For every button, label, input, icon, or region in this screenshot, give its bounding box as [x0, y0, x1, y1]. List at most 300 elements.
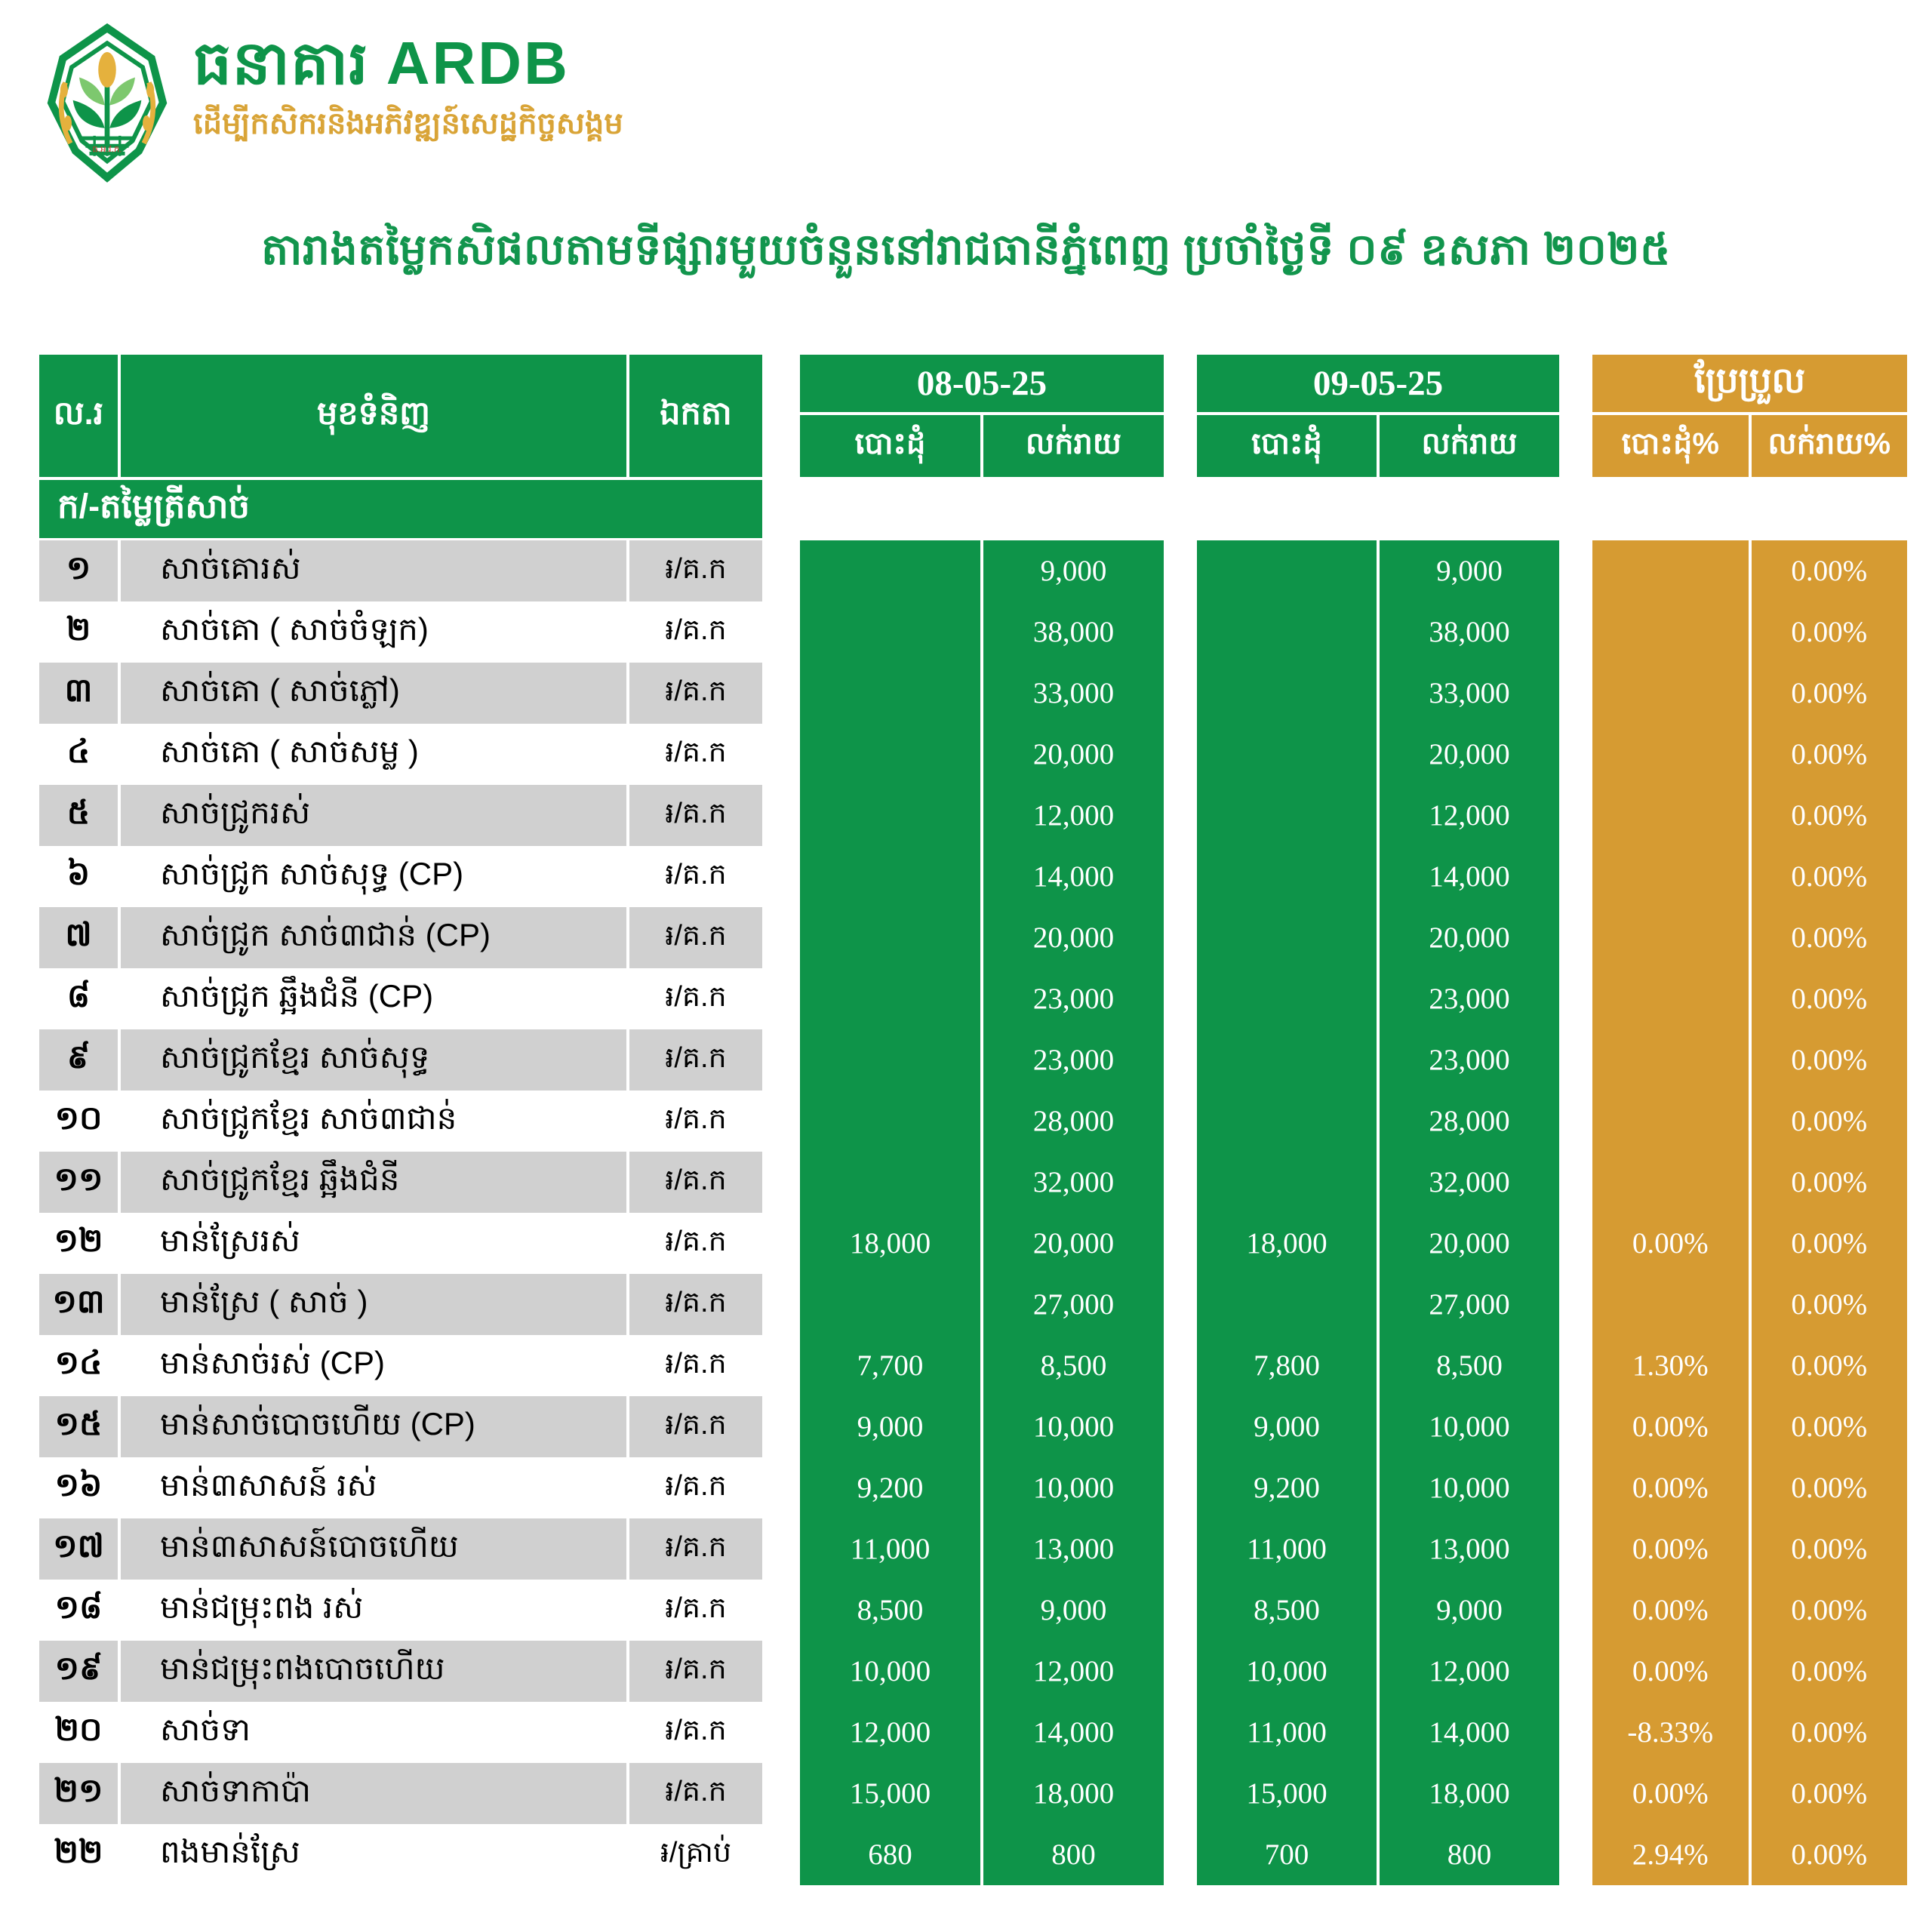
change-retail-value: 0.00%: [1791, 1105, 1868, 1137]
value-row: [1197, 1152, 1559, 1213]
value-row: [1592, 1274, 1907, 1335]
change-retail-value: 0.00%: [1791, 1777, 1868, 1810]
value-row: [1197, 1824, 1559, 1885]
row-number: ៤: [39, 724, 121, 785]
value-row: [1592, 1029, 1907, 1091]
date1-retail-value: 800: [1051, 1838, 1096, 1871]
section-header: ក/-តម្លៃត្រីសាច់: [39, 480, 762, 540]
change-wholesale-value: 0.00%: [1592, 1396, 1752, 1457]
change-wholesale-value: 0.00%: [1592, 1518, 1752, 1580]
item-unit: ៛/គ.ក: [665, 614, 727, 646]
change-retail-value: 0.00%: [1791, 555, 1868, 587]
change-retail-value: 0.00%: [1791, 1655, 1868, 1687]
value-row: [1197, 907, 1559, 968]
date2-wholesale-value: [1197, 663, 1380, 724]
value-row: [800, 1396, 1164, 1457]
date1-wholesale-value: 12,000: [800, 1702, 983, 1763]
table-row: [39, 1580, 762, 1641]
item-name: សាច់គោ ( សាច់សម្ល ): [121, 724, 629, 785]
value-row: [1197, 1274, 1559, 1335]
date2-wholesale-value: [1197, 540, 1380, 601]
value-row: [1592, 968, 1907, 1029]
value-row: [800, 846, 1164, 907]
date2-retail-value: 9,000: [1436, 555, 1503, 587]
row-number: ១៦: [39, 1457, 121, 1518]
change-wholesale-value: [1592, 968, 1752, 1029]
change-wholesale-value: 0.00%: [1592, 1580, 1752, 1641]
date1-retail-value: 12,000: [1032, 1655, 1115, 1687]
value-row: [1592, 1518, 1907, 1580]
value-row: [800, 540, 1164, 601]
row-number: ៥: [39, 785, 121, 846]
value-row: [1197, 1580, 1559, 1641]
item-unit: ៛/គ្រាប់: [660, 1836, 732, 1869]
row-number: ២២: [39, 1824, 121, 1885]
item-unit: ៛/គ.ក: [665, 858, 727, 891]
change-retail-value: 0.00%: [1791, 1411, 1868, 1443]
items-panel-header: [39, 355, 762, 480]
value-row: [1592, 1824, 1907, 1885]
table-row: [39, 1213, 762, 1274]
change-wholesale-value: [1592, 1029, 1752, 1091]
value-row: [800, 1091, 1164, 1152]
date2-wholesale-value: [1197, 1152, 1380, 1213]
item-name: សាច់ជ្រូក សាច់សុទ្ធ (CP): [121, 846, 629, 907]
item-unit: ៛/គ.ក: [665, 1041, 727, 1074]
date1-retail-value: 20,000: [1032, 738, 1115, 771]
date1-retail-value: 23,000: [1032, 1044, 1115, 1076]
date1-retail-value: 10,000: [1032, 1472, 1115, 1504]
date2-retail-value: 32,000: [1429, 1166, 1510, 1198]
date2-wholesale-value: 10,000: [1197, 1641, 1380, 1702]
date2-retail-value: 38,000: [1429, 616, 1510, 648]
value-row: [1592, 663, 1907, 724]
item-name: មាន់ស្រែរស់: [121, 1213, 629, 1274]
item-unit: ៛/គ.ក: [665, 1775, 727, 1807]
item-unit: ៛/គ.ក: [665, 1592, 727, 1624]
date1-wholesale-value: 7,700: [800, 1335, 983, 1396]
item-unit: ៛/គ.ក: [665, 736, 727, 768]
items-panel: [39, 355, 762, 1885]
row-number: ៦: [39, 846, 121, 907]
change-retail-value: 0.00%: [1791, 983, 1868, 1015]
date1-retail-value: 20,000: [1032, 921, 1115, 954]
change-wholesale-value: [1592, 785, 1752, 846]
value-row: [800, 1152, 1164, 1213]
date2-retail-value: 28,000: [1429, 1105, 1510, 1137]
table-row: [39, 1029, 762, 1091]
row-number: ៧: [39, 907, 121, 968]
price-table: [39, 355, 1932, 1885]
date2-wholesale-value: [1197, 785, 1380, 846]
value-row: [800, 785, 1164, 846]
change-retail-value: 0.00%: [1791, 1166, 1868, 1198]
date2-wholesale-value: [1197, 968, 1380, 1029]
date1-wholesale-value: [800, 663, 983, 724]
value-row: [800, 1518, 1164, 1580]
date2-wholesale-value: 7,800: [1197, 1335, 1380, 1396]
brand-name-khmer: ធនាគារ: [193, 29, 369, 97]
date1-wholesale-value: [800, 968, 983, 1029]
value-row: [800, 724, 1164, 785]
value-row: [800, 1641, 1164, 1702]
date1-wholesale-value: 680: [800, 1824, 983, 1885]
item-unit: ៛/គ.ក: [665, 1225, 727, 1257]
date1-wholesale-value: [800, 846, 983, 907]
change-wholesale-value: [1592, 846, 1752, 907]
change-retail-value: 0.00%: [1791, 1227, 1868, 1260]
value-row: [800, 1274, 1164, 1335]
date2-retail-value: 12,000: [1429, 1655, 1510, 1687]
change-retail-value: 0.00%: [1791, 1533, 1868, 1565]
value-row: [1592, 1396, 1907, 1457]
value-row: [1592, 846, 1907, 907]
item-unit: ៛/គ.ក: [665, 1408, 727, 1441]
date1-retail-value: 18,000: [1032, 1777, 1115, 1810]
date2-panel: [1197, 355, 1559, 1885]
date2-wholesale-value: 11,000: [1197, 1518, 1380, 1580]
value-row: [1592, 785, 1907, 846]
date2-retail-value: 12,000: [1429, 799, 1510, 832]
value-row: [1197, 1029, 1559, 1091]
change-wholesale-value: [1592, 724, 1752, 785]
date1-retail-header: លក់រាយ: [1026, 426, 1121, 460]
item-unit: ៛/គ.ក: [665, 1164, 727, 1196]
table-row: [39, 1824, 762, 1885]
row-number: ១៧: [39, 1518, 121, 1580]
change-wholesale-value: [1592, 663, 1752, 724]
date2-section-gap: [1197, 477, 1559, 540]
date2-wholesale-value: 15,000: [1197, 1763, 1380, 1824]
item-unit: ៛/គ.ក: [665, 1286, 727, 1318]
date1-wholesale-value: [800, 907, 983, 968]
date2-wholesale-value: 700: [1197, 1824, 1380, 1885]
change-wholesale-value: 1.30%: [1592, 1335, 1752, 1396]
date1-panel: [800, 355, 1164, 1885]
table-row: [39, 1335, 762, 1396]
date2-retail-value: 8,500: [1436, 1349, 1503, 1382]
change-retail-value: 0.00%: [1791, 616, 1868, 648]
date1-wholesale-value: [800, 1274, 983, 1335]
item-unit: ៛/គ.ក: [665, 1714, 727, 1746]
date1-wholesale-header: បោះដុំ: [800, 415, 983, 477]
column-header-no: ល.រ: [39, 355, 121, 477]
value-row: [800, 1335, 1164, 1396]
date1-wholesale-value: 18,000: [800, 1213, 983, 1274]
value-row: [1197, 540, 1559, 601]
row-number: ១៥: [39, 1396, 121, 1457]
change-wholesale-value: [1592, 1152, 1752, 1213]
row-number: ១៣: [39, 1274, 121, 1335]
date2-retail-value: 27,000: [1429, 1288, 1510, 1321]
date2-retail-header: លក់រាយ: [1421, 426, 1518, 460]
column-header-item: មុខទំនិញ: [121, 355, 629, 477]
change-subheader: [1592, 415, 1907, 477]
value-row: [1197, 663, 1559, 724]
value-row: [1592, 1335, 1907, 1396]
date2-retail-value: 9,000: [1436, 1594, 1503, 1626]
date1-retail-value: 27,000: [1032, 1288, 1115, 1321]
change-wholesale-value: 0.00%: [1592, 1457, 1752, 1518]
item-name: មាន់៣សាសន៍ រស់: [121, 1457, 629, 1518]
date2-wholesale-value: 18,000: [1197, 1213, 1380, 1274]
date2-wholesale-value: [1197, 907, 1380, 968]
date2-wholesale-value: 9,000: [1197, 1396, 1380, 1457]
date1-wholesale-value: [800, 601, 983, 663]
item-name: ពងមាន់ស្រែ: [121, 1824, 629, 1885]
table-row: [39, 663, 762, 724]
logo-acronym-text: ធ.អ.វ.ក.: [92, 144, 122, 155]
item-unit: ៛/គ.ក: [665, 1653, 727, 1685]
date1-wholesale-value: [800, 1029, 983, 1091]
row-number: ១១: [39, 1152, 121, 1213]
value-row: [800, 1213, 1164, 1274]
change-values: [1592, 540, 1907, 1885]
change-retail-value: 0.00%: [1791, 921, 1868, 954]
change-wholesale-value: 0.00%: [1592, 1213, 1752, 1274]
date1-retail-value: 20,000: [1032, 1227, 1115, 1260]
date1-wholesale-value: 9,000: [800, 1396, 983, 1457]
date1-wholesale-value: 10,000: [800, 1641, 983, 1702]
row-number: ១៤: [39, 1335, 121, 1396]
date1-wholesale-value: [800, 1091, 983, 1152]
change-wholesale-value: 2.94%: [1592, 1824, 1752, 1885]
table-row: [39, 968, 762, 1029]
item-name: មាន់ស្រែ ( សាច់ ): [121, 1274, 629, 1335]
value-row: [1197, 1457, 1559, 1518]
table-row: [39, 1396, 762, 1457]
date2-wholesale-value: [1197, 601, 1380, 663]
value-row: [1592, 724, 1907, 785]
value-row: [1197, 1763, 1559, 1824]
value-row: [1592, 1580, 1907, 1641]
value-row: [1197, 1091, 1559, 1152]
date2-values: [1197, 540, 1559, 1885]
row-number: ៩: [39, 1029, 121, 1091]
row-number: ១៨: [39, 1580, 121, 1641]
row-number: ៣: [39, 663, 121, 724]
date1-wholesale-value: 11,000: [800, 1518, 983, 1580]
value-row: [1592, 601, 1907, 663]
row-number: ៨: [39, 968, 121, 1029]
table-row: [39, 1518, 762, 1580]
table-row: [39, 1702, 762, 1763]
value-row: [800, 968, 1164, 1029]
date1-section-gap: [800, 477, 1164, 540]
date1-retail-value: 23,000: [1032, 983, 1115, 1015]
change-retail-value: 0.00%: [1791, 738, 1868, 771]
value-row: [800, 601, 1164, 663]
row-number: ១២: [39, 1213, 121, 1274]
value-row: [1197, 1518, 1559, 1580]
date2-retail-value: 20,000: [1429, 921, 1510, 954]
brand-text: [193, 21, 623, 149]
change-wholesale-value: [1592, 601, 1752, 663]
date1-wholesale-value: 15,000: [800, 1763, 983, 1824]
row-number: ១៩: [39, 1641, 121, 1702]
value-row: [1592, 1091, 1907, 1152]
date2-header: 09-05-25: [1197, 355, 1559, 415]
date2-retail-value: 20,000: [1429, 738, 1510, 771]
table-row: [39, 1152, 762, 1213]
item-unit: ៛/គ.ក: [665, 797, 727, 829]
item-name: មាន់ជម្រុះពងបោចហើយ: [121, 1641, 629, 1702]
change-retail-value: 0.00%: [1791, 1716, 1868, 1749]
value-row: [800, 663, 1164, 724]
date1-header: 08-05-25: [800, 355, 1164, 415]
value-row: [1197, 724, 1559, 785]
change-header: ប្រែប្រួល: [1592, 355, 1907, 415]
table-row: [39, 1641, 762, 1702]
change-retail-value: 0.00%: [1791, 677, 1868, 709]
row-number: ១០: [39, 1091, 121, 1152]
date1-retail-value: 28,000: [1032, 1105, 1115, 1137]
item-unit: ៛/គ.ក: [665, 552, 727, 585]
change-retail-value: 0.00%: [1791, 799, 1868, 832]
date1-retail-value: 8,500: [1040, 1349, 1107, 1382]
date2-retail-value: 23,000: [1429, 1044, 1510, 1076]
date2-wholesale-value: 8,500: [1197, 1580, 1380, 1641]
value-row: [1197, 1641, 1559, 1702]
page-title: តារាងតម្លៃកសិផលតាមទីផ្សារមួយចំនួននៅរាជធានីភ្នំពេញ ប្រចាំថ្ងៃទី ០៩ ឧសភា ២០២៥: [261, 226, 1671, 274]
change-wholesale-value: 0.00%: [1592, 1641, 1752, 1702]
brand-name-latin: ARDB: [386, 29, 570, 97]
date1-retail-value: 10,000: [1032, 1411, 1115, 1443]
brand-header: [0, 0, 1932, 186]
item-name: មាន់សាច់រស់ (CP): [121, 1335, 629, 1396]
table-row: [39, 1274, 762, 1335]
table-row: [39, 601, 762, 663]
item-name: សាច់ជ្រូកខ្មែរ សាច់សុទ្ធ: [121, 1029, 629, 1091]
date1-retail-value: 14,000: [1032, 1716, 1115, 1749]
date2-wholesale-value: [1197, 846, 1380, 907]
date2-wholesale-value: 9,200: [1197, 1457, 1380, 1518]
change-retail-value: 0.00%: [1791, 1472, 1868, 1504]
item-unit: ៛/គ.ក: [665, 980, 727, 1013]
value-row: [800, 907, 1164, 968]
date1-retail-value: 14,000: [1032, 860, 1115, 893]
item-name: សាច់ជ្រូករស់: [121, 785, 629, 846]
date2-wholesale-value: 11,000: [1197, 1702, 1380, 1763]
date1-retail-value: 12,000: [1032, 799, 1115, 832]
value-row: [1592, 540, 1907, 601]
item-name: សាច់ជ្រូក ឆ្អឹងជំនី (CP): [121, 968, 629, 1029]
date1-wholesale-value: [800, 540, 983, 601]
change-retail-value: 0.00%: [1791, 1594, 1868, 1626]
date1-wholesale-value: [800, 724, 983, 785]
item-name: មាន់ជម្រុះពង រស់: [121, 1580, 629, 1641]
value-row: [1592, 1763, 1907, 1824]
item-name: សាច់គោ ( សាច់ចំឡក): [121, 601, 629, 663]
item-name: សាច់ជ្រូកខ្មែរ ឆ្អឹងជំនី: [121, 1152, 629, 1213]
date1-retail-value: 38,000: [1032, 616, 1115, 648]
change-wholesale-value: [1592, 1091, 1752, 1152]
value-row: [1592, 1702, 1907, 1763]
date1-wholesale-value: [800, 785, 983, 846]
item-unit: ៛/គ.ក: [665, 1469, 727, 1502]
items-rows: [39, 540, 762, 1885]
row-number: ១: [39, 540, 121, 601]
date2-retail-value: 33,000: [1429, 677, 1510, 709]
table-row: [39, 1457, 762, 1518]
date2-retail-value: 23,000: [1429, 983, 1510, 1015]
change-retail-value: 0.00%: [1791, 1288, 1868, 1321]
change-section-gap: [1592, 477, 1907, 540]
date1-values: [800, 540, 1164, 1885]
table-row: [39, 1763, 762, 1824]
value-row: [1592, 1213, 1907, 1274]
value-row: [800, 1580, 1164, 1641]
value-row: [1197, 1335, 1559, 1396]
table-row: [39, 846, 762, 907]
change-retail-value: 0.00%: [1791, 1044, 1868, 1076]
table-row: [39, 907, 762, 968]
date1-wholesale-value: 9,200: [800, 1457, 983, 1518]
date2-wholesale-header: បោះដុំ: [1197, 415, 1380, 477]
item-name: មាន់សាច់បោចហើយ (CP): [121, 1396, 629, 1457]
change-wholesale-value: [1592, 907, 1752, 968]
item-name: សាច់ជ្រូក សាច់៣ជាន់ (CP): [121, 907, 629, 968]
date2-retail-value: 14,000: [1429, 1716, 1510, 1749]
date2-retail-value: 14,000: [1429, 860, 1510, 893]
item-unit: ៛/គ.ក: [665, 1531, 727, 1563]
table-row: [39, 1091, 762, 1152]
date2-subheader: [1197, 415, 1559, 477]
change-retail-value: 0.00%: [1791, 1349, 1868, 1382]
date1-retail-value: 9,000: [1040, 555, 1107, 587]
date2-retail-value: 20,000: [1429, 1227, 1510, 1260]
value-row: [800, 1457, 1164, 1518]
item-name: សាច់ទា: [121, 1702, 629, 1763]
table-row: [39, 724, 762, 785]
value-row: [1197, 846, 1559, 907]
change-wholesale-header: បោះដុំ%: [1592, 415, 1752, 477]
date1-retail-value: 32,000: [1032, 1166, 1115, 1198]
ardb-logo-icon: [44, 21, 171, 186]
value-row: [800, 1029, 1164, 1091]
date1-wholesale-value: 8,500: [800, 1580, 983, 1641]
item-unit: ៛/គ.ក: [665, 1103, 727, 1135]
value-row: [1592, 1152, 1907, 1213]
column-header-unit: ឯកតា: [660, 395, 732, 432]
date2-wholesale-value: [1197, 1029, 1380, 1091]
date2-retail-value: 10,000: [1429, 1472, 1510, 1504]
date2-retail-value: 800: [1447, 1838, 1492, 1871]
value-row: [800, 1824, 1164, 1885]
date2-wholesale-value: [1197, 724, 1380, 785]
change-wholesale-value: [1592, 540, 1752, 601]
date2-retail-value: 13,000: [1429, 1533, 1510, 1565]
table-row: [39, 785, 762, 846]
date2-retail-value: 10,000: [1429, 1411, 1510, 1443]
brand-tagline: ដើម្បីកសិករនិងអភិវឌ្ឍន៍សេដ្ឋកិច្ចសង្គម: [193, 107, 623, 140]
item-name: សាច់គោ ( សាច់ភ្លៅ): [121, 663, 629, 724]
value-row: [1197, 1213, 1559, 1274]
change-panel: [1592, 355, 1907, 1885]
brand-name: [193, 29, 623, 97]
value-row: [1197, 785, 1559, 846]
change-retail-header: លក់រាយ%: [1767, 426, 1891, 460]
value-row: [1592, 907, 1907, 968]
date1-wholesale-value: [800, 1152, 983, 1213]
date2-wholesale-value: [1197, 1091, 1380, 1152]
item-name: មាន់៣សាសន៍បោចហើយ: [121, 1518, 629, 1580]
item-unit: ៛/គ.ក: [665, 919, 727, 952]
value-row: [1197, 1702, 1559, 1763]
date1-retail-value: 33,000: [1032, 677, 1115, 709]
item-name: សាច់គោរស់: [121, 540, 629, 601]
change-wholesale-value: -8.33%: [1592, 1702, 1752, 1763]
